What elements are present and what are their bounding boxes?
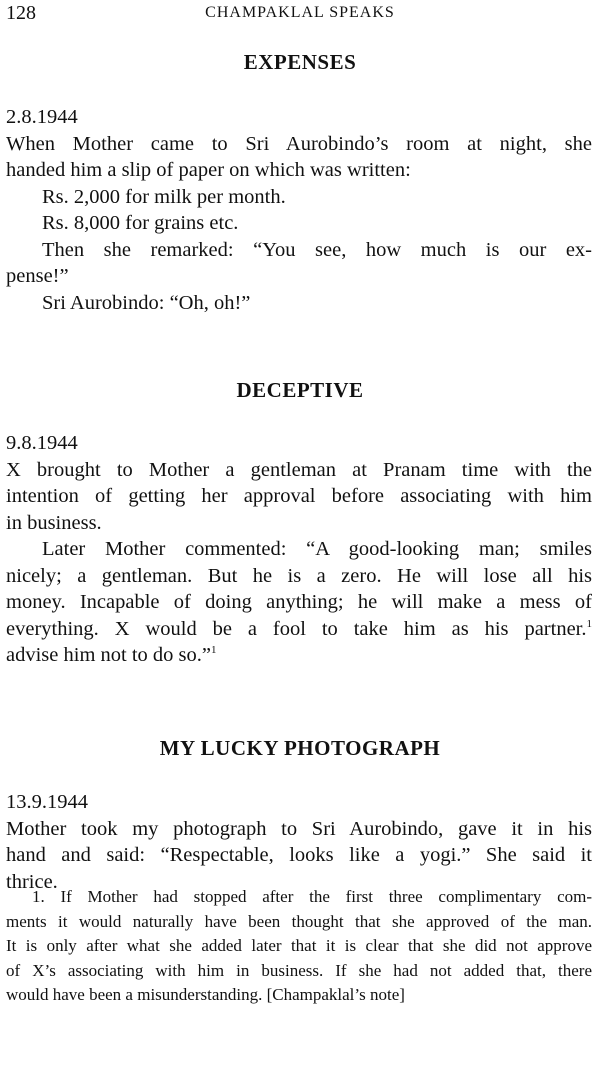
text-segment: everything. X would be a fool to take him as his partner. [6,617,587,640]
footnote-line: It is only after what she added later that it is clear that she did not approve [6,936,592,955]
text-line: Then she remarked: “You see, how much is our ex- [42,238,592,261]
text-line: Rs. 2,000 for milk per month. [42,185,286,208]
text-line: Rs. 8,000 for grains etc. [42,212,239,234]
page-number: 128 [6,2,36,24]
text-line: pense!” [6,265,69,287]
text-line: in business. [6,511,102,534]
section-deceptive-body [6,430,592,669]
section-expenses-body [6,104,592,316]
text-line [6,642,592,669]
text-line: hand and said: “Respectable, looks like a yogi.” She said it [6,844,592,866]
footnote-line: ments it would naturally have been thought that she approved of the man. [6,911,592,931]
page-header [6,2,594,26]
text-line: intention of getting her approval before associating with him [6,485,592,507]
text-line: Later Mother commented: “A good-looking man; smiles [42,538,592,560]
running-title: CHAMPAKLAL SPEAKS [205,4,395,21]
text-segment: advise him not to do so.” [6,644,211,666]
section-title-lucky-photograph: MY LUCKY PHOTOGRAPH [159,736,441,760]
section-photograph-body [6,789,592,895]
entry-date: 2.8.1944 [6,106,78,128]
text-line: When Mother came to Sri Aurobindo’s room at night, she [6,132,592,155]
footnote [6,885,592,1008]
footnote-line: 1. If Mother had stopped after the first three complimentary com- [32,887,592,906]
entry-date: 13.9.1944 [6,791,88,813]
footnote-line: would have been a misunderstanding. [Champaklal’s note] [6,985,405,1004]
text-line: Sri Aurobindo: “Oh, oh!” [42,291,251,314]
text-line: handed him a slip of paper on which was written: [6,159,411,181]
text-line: Mother took my photograph to Sri Aurobindo, gave it in his [6,817,592,840]
section-title-expenses: EXPENSES [243,50,357,74]
footnote-line: of X’s associating with him in business. If she had not added that, there [6,960,592,980]
text-line [6,616,592,643]
text-line: X brought to Mother a gentleman at Pranam time with the [6,458,592,481]
text-line: money. Incapable of doing anything; he will make a mess of [6,591,592,613]
text-line: nicely; a gentleman. But he is a zero. He will lose all his [6,564,592,587]
section-title-deceptive: DECEPTIVE [236,378,364,402]
footnote-marker: 1 [210,644,217,656]
text-line: thrice. [6,870,58,893]
footnote-marker: 1 [586,617,592,630]
entry-date: 9.8.1944 [6,432,78,454]
